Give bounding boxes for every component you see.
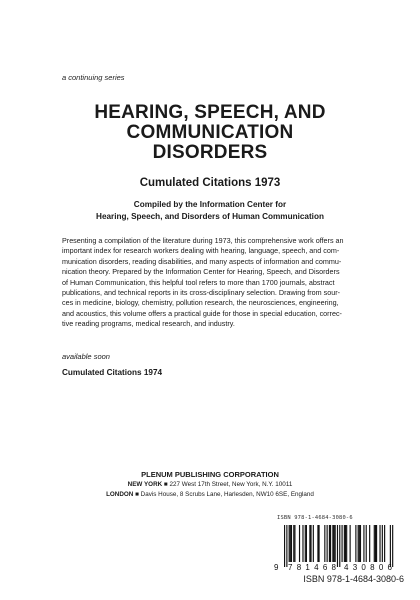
barcode-bar	[291, 525, 292, 562]
barcode-bar	[360, 525, 361, 562]
barcode-bar	[374, 525, 375, 562]
description-line: munication disorders, reading disabilities, and many aspects of information and commu-	[62, 256, 342, 266]
book-title	[40, 103, 380, 163]
barcode-bar	[333, 525, 334, 562]
barcode-bar	[299, 525, 300, 562]
address-new-york: NEW YORK ■ 227 West 17th Street, New York, N.Y. 10011	[127, 481, 293, 488]
next-volume-title: Cumulated Citations 1974	[62, 368, 163, 377]
barcode-bar	[346, 525, 347, 562]
barcode-bar	[392, 525, 393, 567]
barcode-bar	[376, 525, 377, 562]
barcode-bar	[345, 525, 346, 562]
barcode-bar	[339, 525, 340, 567]
barcode-bar	[317, 525, 318, 562]
barcode-bar	[342, 525, 343, 562]
available-soon-label: available soon	[62, 352, 110, 361]
barcode-bar	[379, 525, 380, 562]
compiled-line: Compiled by the Information Center for	[133, 200, 287, 209]
barcode-bar	[327, 525, 328, 562]
barcode-bar	[335, 525, 336, 562]
barcode-bar	[375, 525, 376, 562]
barcode-digit-lead: 9	[274, 563, 279, 572]
barcode-bar	[313, 525, 314, 562]
barcode-bar	[358, 525, 359, 562]
description-line: nication theory. Prepared by the Information Center for Hearing, Speech, and Disorders	[62, 267, 340, 277]
barcode-bar	[329, 525, 330, 562]
barcode-bar	[382, 525, 383, 562]
isbn-bottom-label: ISBN 978-1-4684-3080-6	[303, 574, 404, 584]
barcode-bar	[344, 525, 345, 562]
barcode-bar	[363, 525, 364, 562]
barcode-bar	[305, 525, 306, 562]
barcode-bar	[332, 525, 333, 562]
barcode-bar	[369, 525, 370, 562]
description	[62, 236, 358, 330]
description-line: tive reading programs, medical research, and industry.	[62, 319, 235, 329]
address-ny-text: 227 West 17th Street, New York, N.Y. 10011	[169, 481, 293, 488]
title-line: COMMUNICATION	[126, 122, 294, 143]
city-new-york: NEW YORK	[127, 481, 163, 488]
description-line: and acoustics, this volume offers a practical guide for those in special education, correc-	[62, 308, 342, 318]
barcode-bar	[302, 525, 303, 562]
barcode-bar	[310, 525, 311, 562]
barcode-bar	[366, 525, 367, 562]
publisher-name: PLENUM PUBLISHING CORPORATION	[141, 470, 279, 479]
description-line: ces in medicine, biology, chemistry, pollution research, the neurosciences, engineering,	[62, 298, 339, 308]
barcode-bar	[324, 525, 325, 562]
subtitle: Cumulated Citations 1973	[139, 177, 281, 189]
compiled-line: Hearing, Speech, and Disorders of Human Communication	[96, 211, 324, 221]
barcode-bar	[289, 525, 290, 562]
barcode-bar	[319, 525, 320, 562]
barcode-bar	[390, 525, 391, 567]
barcode	[272, 523, 406, 573]
compiled-by	[40, 199, 380, 222]
barcode-bar	[350, 525, 351, 562]
barcode-digits-left: 781468	[288, 563, 336, 572]
barcode-bar	[330, 525, 331, 562]
barcode-bar	[290, 525, 291, 562]
barcode-digits-right: 430806	[344, 563, 392, 572]
title-line: HEARING, SPEECH, AND	[94, 102, 326, 123]
description-line: of Human Communication, this helpful tool refers to more than 1700 journals, abstract	[62, 277, 335, 287]
barcode-bar	[293, 525, 294, 562]
description-line: important index for research workers dealing with hearing, language, speech, and com-	[62, 246, 340, 256]
barcode-bar	[384, 525, 385, 562]
title-line: DISORDERS	[152, 142, 268, 163]
description-line: Presenting a compilation of the literature during 1973, this comprehensive work offers an	[62, 236, 344, 245]
barcode-bar	[284, 525, 285, 567]
description-line: publications, and technical reports in its cross-disciplinary selection. Drawing from sour-	[62, 288, 341, 298]
barcode-bar	[286, 525, 287, 567]
barcode-bar	[309, 525, 310, 562]
barcode-bar	[337, 525, 338, 567]
barcode-bar	[306, 525, 307, 562]
barcode-bar	[359, 525, 360, 562]
series-label: a continuing series	[62, 73, 125, 82]
city-london: LONDON	[106, 491, 134, 498]
isbn-top-label: ISBN 978-1-4684-3080-6	[277, 515, 353, 521]
address-london: LONDON ■ Davis House, 8 Scrubs Lane, Harlesden, NW10 6SE, England	[106, 491, 314, 498]
barcode-bar	[294, 525, 295, 562]
address-london-text: Davis House, 8 Scrubs Lane, Harlesden, NW10 6SE, England	[140, 491, 314, 498]
barcode-bar	[355, 525, 356, 562]
